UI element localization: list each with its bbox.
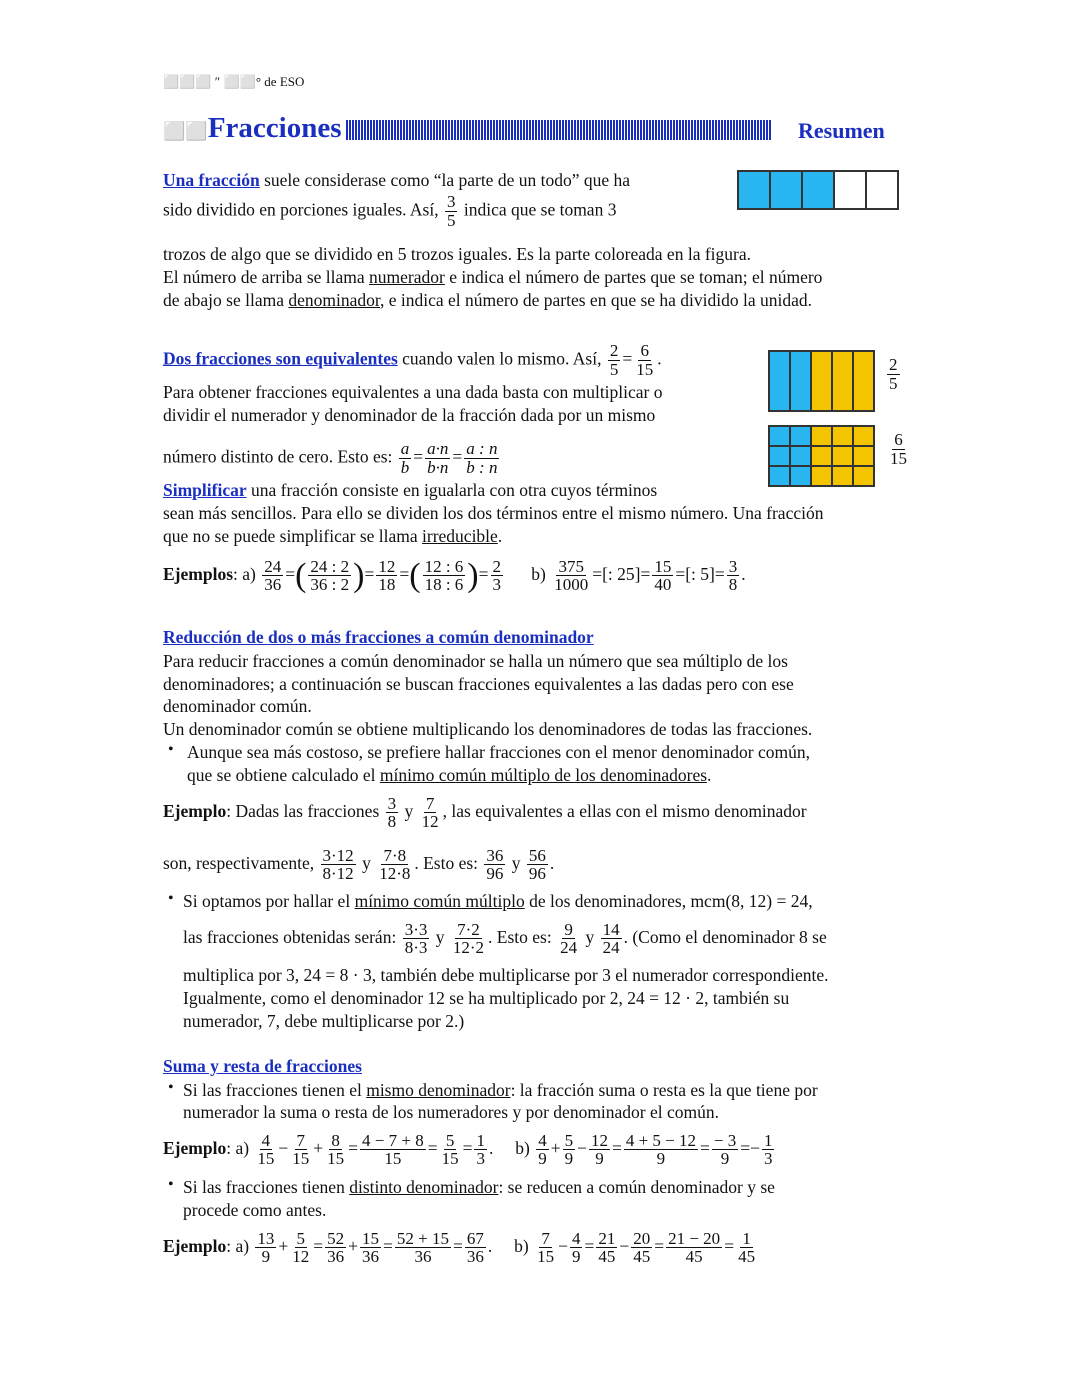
fraction-2-5: $\frac{2}{5}$ — [609, 341, 619, 379]
s2-line2: Para obtener fracciones equivalentes a una dada basta con multiplicar o — [163, 382, 663, 402]
b2-f2: $\frac{7\cdot 2}{12\cdot 2}$ — [452, 919, 485, 958]
s4-ej2: son, respectivamente, $\frac{3\cdot 12}{8\cdot 12}$ y $\frac{7\cdot 8}{12\cdot 8}$ . Esto es: $\frac{36}{96}$ y $\frac{56}{96}$ . — [163, 845, 555, 884]
s3-examples: Ejemplos: a) $\frac{24}{36}$ =( $\frac{24 : 2}{36 : 2}$ )= $\frac{12}{18}$ =( $\frac{12 : 6}{18 : 6}$ )= $\frac{2}{3}$ b) $\frac{375}{1000}$ =[: 25]= $\frac{15}{40}$ =[: 5]= $\frac{3}{8}$ . — [163, 556, 746, 595]
ex-b-f3: $\frac{3}{8}$ — [728, 556, 738, 595]
ex-a-f4: $\frac{12 : 6}{18 : 6}$ — [424, 556, 464, 595]
s1-line3: trozos de algo que se dividido en 5 trozos iguales. Es la parte coloreada en la figura. — [163, 244, 751, 264]
s1-text2b: indica que se toman 3 — [463, 199, 617, 220]
s4-line4: Un denominador común se obtiene multiplicando los denominadores de todas las fracciones. — [163, 719, 813, 739]
s4-b2-line1: Si optamos por hallar el mínimo común múltiplo de los denominadores, mcm(8, 12) = 24, — [183, 891, 813, 911]
s5-b1-line1: Si las fracciones tienen el mismo denominador: la fracción suma o resta es la que tiene por — [183, 1080, 818, 1100]
fraction-3-5: $\frac{3}{5}$ — [446, 192, 456, 230]
rule-an-bn: $\frac{a\cdot n}{b\cdot n}$ — [427, 439, 449, 477]
figure-3-of-5 — [737, 170, 899, 210]
s3-line3: que no se puede simplificar se llama irreducible. — [163, 526, 503, 546]
s3-line1: Simplificar una fracción consiste en igualarla con otra cuyos términos — [163, 480, 658, 500]
s1-line2 — [163, 193, 616, 230]
fig-label-6-15: $\frac{6}{15}$ — [890, 430, 907, 468]
s5-heading[interactable]: Suma y resta de fracciones — [163, 1056, 362, 1076]
ex-b-f1: $\frac{375}{1000}$ — [554, 556, 589, 595]
ej1-f2: $\frac{7}{12}$ — [421, 793, 439, 832]
b2-f3: $\frac{9}{24}$ — [560, 919, 578, 958]
ej2-f2: $\frac{7\cdot 8}{12\cdot 8}$ — [379, 845, 411, 884]
page-title — [163, 112, 775, 145]
resumen-label: Resumen — [798, 118, 885, 143]
s1-line1 — [163, 169, 630, 191]
bullet-dot: • — [168, 1176, 174, 1193]
s4-line3: denominador común. — [163, 696, 312, 716]
figure-6-of-15 — [768, 425, 875, 487]
term-equivalentes[interactable]: Dos fracciones son equivalentes — [163, 348, 398, 369]
course-header: ⬜⬜⬜ ″ ⬜⬜° de ESO — [163, 74, 305, 89]
term-una-fraccion[interactable]: Una fracción — [163, 170, 260, 190]
ej2-f3: $\frac{36}{96}$ — [486, 845, 504, 884]
s5-b1-line2: numerador la suma o resta de los numeradores y por denominador el común. — [183, 1102, 720, 1122]
s4-line1: Para reducir fracciones a común denominador se halla un número que sea múltiplo de los — [163, 651, 788, 671]
s5-b2-line1: Si las fracciones tienen distinto denominador: se reducen a común denominador y se — [183, 1177, 775, 1197]
numerador-term: numerador — [369, 267, 445, 287]
irreducible-term: irreducible — [422, 526, 498, 546]
s4-b2-line5: numerador, 7, debe multiplicarse por 2.) — [183, 1011, 465, 1031]
rule-a-div-n: $\frac{a : n}{b : n}$ — [466, 439, 498, 477]
s4-b1-line1: Aunque sea más costoso, se prefiere hallar fracciones con el menor denominador común, — [187, 742, 810, 762]
ex-a-f5: $\frac{2}{3}$ — [492, 556, 501, 595]
s4-b2-line2: las fracciones obtenidas serán: $\frac{3\cdot 3}{8\cdot 3}$ y $\frac{7\cdot 2}{12\cdot 2}$ . Esto es: $\frac{9}{24}$ y $\frac{14}{24}$ . (Como el denominador 8 se — [183, 919, 827, 958]
ex-a-f1: $\frac{24}{36}$ — [264, 556, 282, 595]
figure-2-of-5 — [768, 350, 875, 412]
s1-text1: suele considerase como “la parte de un todo” que ha — [264, 170, 631, 190]
s5-ej2: Ejemplo: a) $\frac{13}{9}$ + $\frac{5}{12}$ = $\frac{52}{36}$ + $\frac{15}{36}$ = $\frac{52 + 15}{36}$ = $\frac{67}{36}$ . b) $\frac{7}{15}$ − $\frac{4}{9}$ = $\frac{21}{45}$ − $\frac{20}{45}$ = $\frac{21 - 20}{45}$ = $\frac{1}{45}$ — [163, 1228, 756, 1267]
s3-line2: sean más sencillos. Para ello se dividen los dos términos entre el mismo número. Una fracción — [163, 503, 824, 523]
s4-heading[interactable]: Reducción de dos o más fracciones a común denominador — [163, 627, 594, 647]
s5-ej1: Ejemplo: a) $\frac{4}{15}$ − $\frac{7}{15}$ + $\frac{8}{15}$ = $\frac{4 - 7 + 8}{15}$ = $\frac{5}{15}$ = $\frac{1}{3}$ . b) $\frac{4}{9}$ + $\frac{5}{9}$ − $\frac{12}{9}$ = $\frac{4 + 5 - 12}{9}$ = $\frac{- 3}{9}$ =− $\frac{1}{3}$ — [163, 1130, 773, 1169]
bullet-dot: • — [168, 1079, 174, 1096]
denominador-term: denominador — [288, 290, 381, 310]
bullet-dot: • — [168, 741, 174, 758]
b2-f1: $\frac{3\cdot 3}{8\cdot 3}$ — [404, 919, 428, 958]
term-simplificar[interactable]: Simplificar — [163, 480, 247, 500]
ej2-f1: $\frac{3\cdot 12}{8\cdot 12}$ — [322, 845, 354, 884]
ex-b-f2: $\frac{15}{40}$ — [654, 556, 672, 595]
s4-line2: denominadores; a continuación se buscan fracciones equivalentes a las dadas pero con ese — [163, 674, 794, 694]
s4-b1-line2: que se obtiene calculado el mínimo común múltiplo de los denominadores. — [187, 765, 712, 785]
s5-b2-line2: procede como antes. — [183, 1200, 327, 1220]
ex-a-f2: $\frac{24 : 2}{36 : 2}$ — [310, 556, 350, 595]
title-text: Fracciones — [207, 112, 342, 144]
ej1-f1: $\frac{3}{8}$ — [387, 793, 397, 832]
s2-line4: número distinto de cero. Esto es: $\frac{a}{b}$ = $\frac{a\cdot n}{b\cdot n}$ = $\frac{a : n}{b : n}$ — [163, 439, 498, 477]
ex-a-f3: $\frac{12}{18}$ — [378, 556, 396, 595]
s1-line5: de abajo se llama denominador, e indica el número de partes en que se ha dividido la unidad. — [163, 290, 813, 310]
s4-ej1: Ejemplo: Dadas las fracciones $\frac{3}{8}$ y $\frac{7}{12}$ , las equivalentes a ellas con el mismo denominador — [163, 793, 807, 832]
rule-a-b: $\frac{a}{b}$ — [400, 439, 410, 477]
bullet-dot: • — [168, 890, 174, 907]
s2-line3: dividir el numerador y denominador de la fracción dada por un mismo — [163, 405, 656, 425]
b2-f4: $\frac{14}{24}$ — [602, 919, 620, 958]
fig-label-2-5: $\frac{2}{5}$ — [889, 355, 898, 393]
s4-b2-line3: multiplica por 3, 24 = 8 · 3, también debe multiplicarse por 3 el numerador correspondiente. — [183, 965, 829, 985]
ej2-f4: $\frac{56}{96}$ — [528, 845, 546, 884]
s1-text2a: sido dividido en porciones iguales. Así, — [163, 199, 439, 220]
s1-line4: El número de arriba se llama numerador e indica el número de partes que se toman; el número — [163, 267, 823, 287]
title-filler-glyphs — [346, 120, 771, 140]
s4-b2-line4: Igualmente, como el denominador 12 se ha multiplicado por 2, 24 = 12 · 2, también su — [183, 988, 790, 1008]
title-glyphs: ⬜⬜ — [163, 121, 208, 141]
fraction-6-15: $\frac{6}{15}$ — [636, 341, 654, 379]
s2-line1: Dos fracciones son equivalentes cuando valen lo mismo. Así, $\frac{2}{5}$ = $\frac{6}{15}$ . — [163, 341, 662, 379]
